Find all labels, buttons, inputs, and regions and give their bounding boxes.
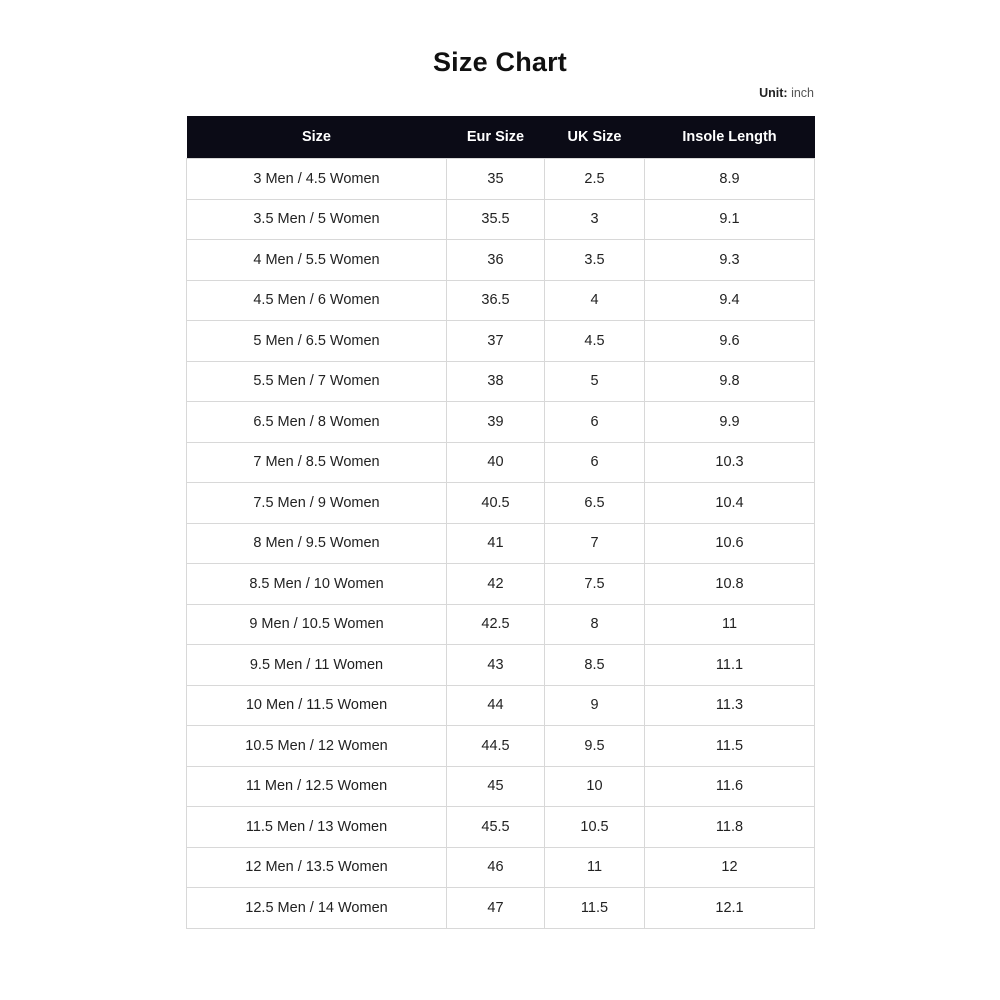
table-cell: 4 Men / 5.5 Women [187, 240, 447, 281]
table-cell: 5 Men / 6.5 Women [187, 321, 447, 362]
table-cell: 40 [447, 442, 545, 483]
table-row [187, 442, 815, 483]
table-cell: 11.1 [645, 645, 815, 686]
table-body [187, 159, 815, 929]
table-cell: 7 Men / 8.5 Women [187, 442, 447, 483]
table-cell: 9.6 [645, 321, 815, 362]
table-cell: 40.5 [447, 483, 545, 524]
table-cell: 6.5 Men / 8 Women [187, 402, 447, 443]
page-title: Size Chart [432, 47, 568, 77]
table-row [187, 240, 815, 281]
table-cell: 5 [545, 361, 645, 402]
table-cell: 41 [447, 523, 545, 564]
column-header-insole: Insole Length [645, 116, 815, 159]
table-cell: 11.8 [645, 807, 815, 848]
column-header-size: Size [187, 116, 447, 159]
table-row [187, 807, 815, 848]
table-row [187, 645, 815, 686]
table-row [187, 483, 815, 524]
table-row [187, 888, 815, 929]
table-cell: 11.5 [545, 888, 645, 929]
table-row [187, 321, 815, 362]
table-row [187, 402, 815, 443]
column-header-eur: Eur Size [447, 116, 545, 159]
table-cell: 9.9 [645, 402, 815, 443]
table-cell: 6.5 [545, 483, 645, 524]
table-row [187, 159, 815, 200]
table-cell: 44.5 [447, 726, 545, 767]
table-cell: 4.5 [545, 321, 645, 362]
table-cell: 10.5 Men / 12 Women [187, 726, 447, 767]
table-cell: 10 [545, 766, 645, 807]
size-table [186, 116, 815, 929]
table-cell: 38 [447, 361, 545, 402]
table-cell: 7.5 Men / 9 Women [187, 483, 447, 524]
table-row [187, 199, 815, 240]
table-cell: 9.1 [645, 199, 815, 240]
table-cell: 10.4 [645, 483, 815, 524]
table-row [187, 726, 815, 767]
table-cell: 6 [545, 442, 645, 483]
table-cell: 10.6 [645, 523, 815, 564]
table-cell: 45 [447, 766, 545, 807]
table-cell: 11 [645, 604, 815, 645]
table-cell: 35.5 [447, 199, 545, 240]
table-cell: 10.8 [645, 564, 815, 605]
table-row [187, 523, 815, 564]
table-cell: 11.5 [645, 726, 815, 767]
table-cell: 3 Men / 4.5 Women [187, 159, 447, 200]
table-cell: 36 [447, 240, 545, 281]
table-cell: 8.9 [645, 159, 815, 200]
table-cell: 5.5 Men / 7 Women [187, 361, 447, 402]
table-cell: 43 [447, 645, 545, 686]
unit-label: Unit: [759, 86, 788, 100]
table-cell: 11.3 [645, 685, 815, 726]
table-cell: 39 [447, 402, 545, 443]
table-cell: 46 [447, 847, 545, 888]
table-cell: 10.3 [645, 442, 815, 483]
table-cell: 42.5 [447, 604, 545, 645]
unit-note [759, 86, 814, 100]
table-cell: 3.5 Men / 5 Women [187, 199, 447, 240]
table-cell: 36.5 [447, 280, 545, 321]
table-cell: 9 [545, 685, 645, 726]
table-cell: 3.5 [545, 240, 645, 281]
table-cell: 11 [545, 847, 645, 888]
table-cell: 11.5 Men / 13 Women [187, 807, 447, 848]
table-cell: 2.5 [545, 159, 645, 200]
table-row [187, 280, 815, 321]
table-cell: 11 Men / 12.5 Women [187, 766, 447, 807]
table-cell: 45.5 [447, 807, 545, 848]
table-cell: 37 [447, 321, 545, 362]
table-cell: 10 Men / 11.5 Women [187, 685, 447, 726]
table-cell: 7.5 [545, 564, 645, 605]
table-cell: 35 [447, 159, 545, 200]
table-row [187, 564, 815, 605]
table-row [187, 361, 815, 402]
table-cell: 12 Men / 13.5 Women [187, 847, 447, 888]
size-table-container [186, 116, 814, 929]
table-cell: 4 [545, 280, 645, 321]
table-cell: 3 [545, 199, 645, 240]
table-cell: 47 [447, 888, 545, 929]
table-cell: 44 [447, 685, 545, 726]
table-row [187, 766, 815, 807]
table-row [187, 604, 815, 645]
table-header [187, 116, 815, 159]
table-cell: 8.5 Men / 10 Women [187, 564, 447, 605]
table-cell: 9 Men / 10.5 Women [187, 604, 447, 645]
table-row [187, 685, 815, 726]
table-cell: 42 [447, 564, 545, 605]
table-cell: 9.3 [645, 240, 815, 281]
table-row [187, 847, 815, 888]
table-cell: 10.5 [545, 807, 645, 848]
table-cell: 8.5 [545, 645, 645, 686]
table-cell: 11.6 [645, 766, 815, 807]
table-cell: 9.8 [645, 361, 815, 402]
table-header-row [187, 116, 815, 159]
column-header-uk: UK Size [545, 116, 645, 159]
table-cell: 9.4 [645, 280, 815, 321]
table-cell: 8 Men / 9.5 Women [187, 523, 447, 564]
table-cell: 9.5 Men / 11 Women [187, 645, 447, 686]
table-cell: 7 [545, 523, 645, 564]
table-cell: 8 [545, 604, 645, 645]
table-cell: 12.5 Men / 14 Women [187, 888, 447, 929]
table-cell: 9.5 [545, 726, 645, 767]
table-cell: 12 [645, 847, 815, 888]
unit-value: inch [791, 86, 814, 100]
table-cell: 6 [545, 402, 645, 443]
table-cell: 4.5 Men / 6 Women [187, 280, 447, 321]
table-cell: 12.1 [645, 888, 815, 929]
